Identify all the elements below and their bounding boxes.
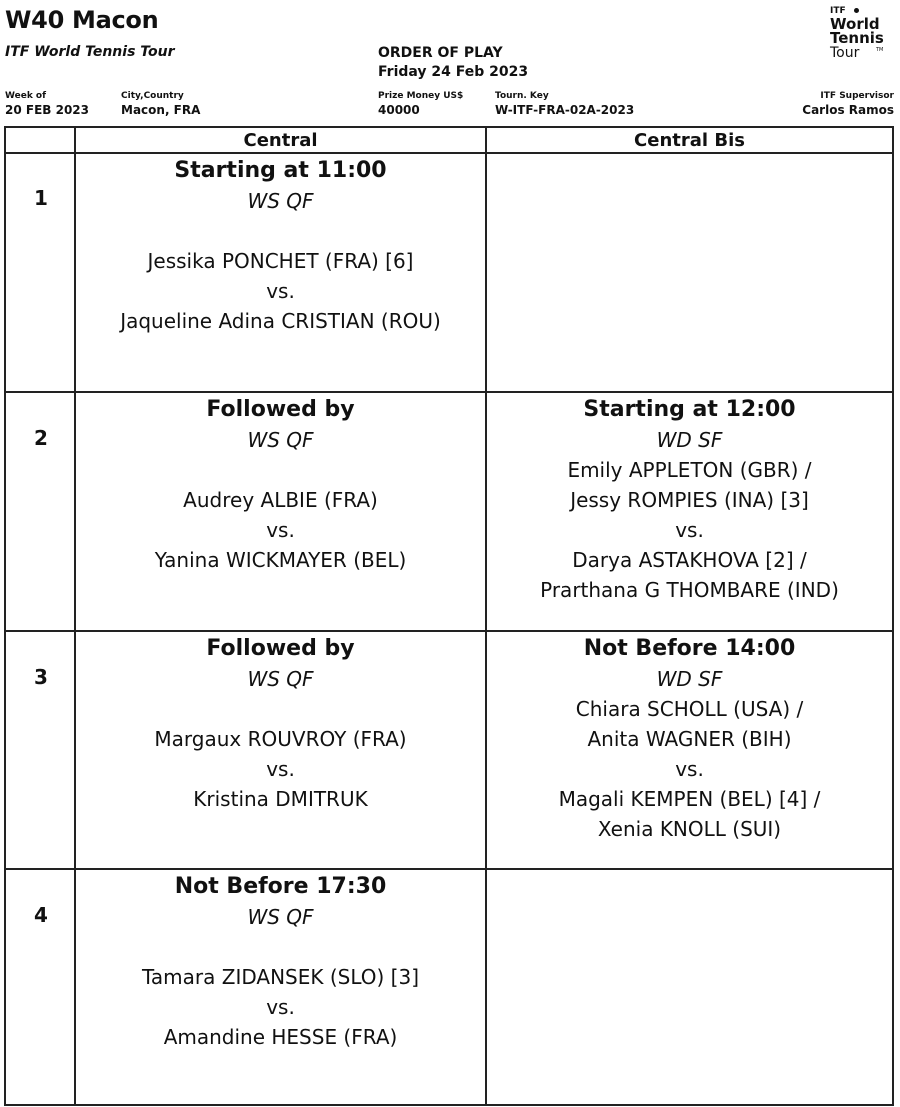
player-line: Amandine HESSE (FRA) [163,1025,398,1049]
week-value: 20 FEB 2023 [5,103,89,117]
grid-row-line-3 [6,868,892,870]
player-line: Darya ASTAKHOVA [2] / [572,548,807,572]
round-label: WS QF [247,667,314,691]
player-line: Jaqueline Adina CRISTIAN (ROU) [120,309,441,333]
prize-label: Prize Money US$ [378,91,464,101]
tour-subtitle: ITF World Tennis Tour [5,44,175,60]
match-cell [76,156,485,336]
versus-label: vs. [675,757,704,781]
match-cell [76,395,485,575]
order-of-play-grid [4,126,894,1106]
grid-row-line-2 [6,630,892,632]
week-label: Week of [5,91,47,101]
tourn-key-label: Tourn. Key [495,91,549,101]
versus-label: vs. [266,518,295,542]
tourn-key-value: W-ITF-FRA-02A-2023 [495,103,635,117]
player-line: Margaux ROUVROY (FRA) [154,727,407,751]
row-number-4: 4 [34,903,48,927]
city-label: City,Country [121,91,184,101]
world-tennis-tour-logo [830,6,894,68]
order-of-play-label: ORDER OF PLAY [378,45,503,61]
row-number-1: 1 [34,186,48,210]
prize-value: 40000 [378,103,420,117]
meta-supervisor [802,91,894,118]
round-label: WD SF [656,428,723,452]
round-label: WS QF [247,905,314,929]
player-line: Audrey ALBIE (FRA) [183,488,378,512]
order-of-play-heading [378,44,528,82]
start-time: Followed by [206,397,355,422]
tournament-title: W40 Macon [5,6,159,34]
round-label: WS QF [247,189,314,213]
match-cell [76,872,485,1052]
player-line: Jessika PONCHET (FRA) [6] [147,249,414,273]
player-line: Tamara ZIDANSEK (SLO) [3] [142,965,419,989]
court-header-central: Central [243,130,318,151]
player-line: Yanina WICKMAYER (BEL) [154,548,407,572]
logo-itf-text: ITF [830,6,846,16]
logo-dot-icon [854,8,859,13]
supervisor-label: ITF Supervisor [820,91,894,101]
logo-trademark: TM [876,47,884,53]
versus-label: vs. [266,279,295,303]
versus-label: vs. [266,995,295,1019]
player-line: Magali KEMPEN (BEL) [4] / [558,787,821,811]
match-cell [76,634,485,814]
meta-tourn-key [495,91,634,118]
supervisor-value: Carlos Ramos [802,103,894,117]
logo-line-3: Tour [830,45,860,61]
meta-week [5,91,89,118]
round-label: WD SF [656,667,723,691]
versus-label: vs. [266,757,295,781]
player-line: Prarthana G THOMBARE (IND) [540,578,839,602]
start-time: Starting at 11:00 [174,158,387,183]
player-line: Kristina DMITRUK [193,787,368,811]
player-line: Anita WAGNER (BIH) [587,727,792,751]
row-number-3: 3 [34,665,48,689]
player-line: Xenia KNOLL (SUI) [597,817,782,841]
play-date: Friday 24 Feb 2023 [378,64,529,80]
meta-prize [378,91,463,118]
court-header-central-bis: Central Bis [634,130,745,151]
match-cell [487,634,892,844]
logo-line-2: Tennis [830,29,884,47]
grid-row-line-1 [6,391,892,393]
player-line: Chiara SCHOLL (USA) / [575,697,804,721]
start-time: Starting at 12:00 [583,397,796,422]
grid-divider-courts [485,128,487,1104]
player-line: Emily APPLETON (GBR) / [567,458,812,482]
versus-label: vs. [675,518,704,542]
meta-city [121,91,200,118]
round-label: WS QF [247,428,314,452]
logo-line-1: World [830,15,880,33]
match-cell [487,395,892,605]
start-time: Not Before 17:30 [174,874,387,899]
start-time: Followed by [206,636,355,661]
city-value: Macon, FRA [121,103,201,117]
start-time: Not Before 14:00 [583,636,796,661]
player-line: Jessy ROMPIES (INA) [3] [570,488,809,512]
row-number-2: 2 [34,426,48,450]
